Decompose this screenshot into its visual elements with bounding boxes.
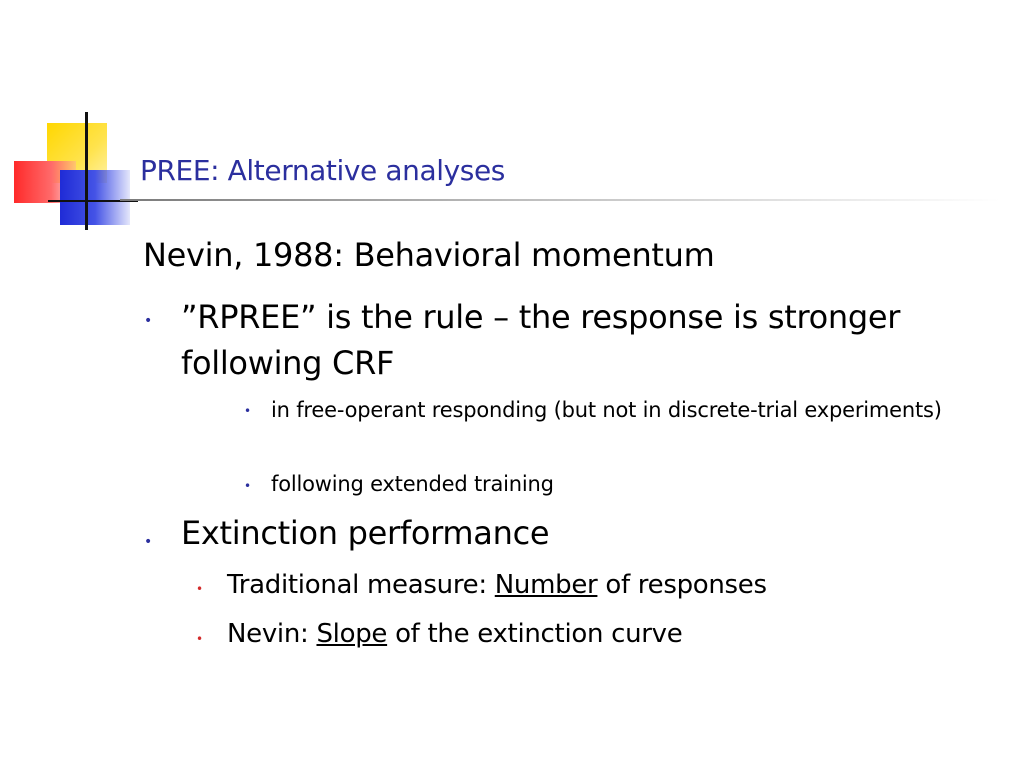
decorative-logo (0, 0, 140, 240)
slide-title: PREE: Alternative analyses (140, 154, 505, 187)
bullet-dot: • (144, 534, 153, 550)
sub-bullet-dot-red: • (196, 632, 204, 646)
bullet-2-sub-1 (227, 570, 767, 600)
title-underline-rule (120, 199, 1000, 201)
sub-bullet-dot-red: • (196, 582, 204, 596)
bullet-2-sub-2-emphasis: Slope (316, 619, 388, 649)
bullet-2-sub-1-emphasis: Number (494, 570, 598, 600)
bullet-2-sub-2-prefix: Nevin: (227, 619, 317, 649)
bullet-1-text: ”RPREE” is the rule – the response is stronger following CRF (181, 298, 901, 382)
logo-vertical-line (85, 112, 88, 230)
bullet-dot: • (144, 313, 153, 329)
logo-blue-square (60, 170, 130, 225)
sub-bullet-dot: • (244, 479, 252, 493)
bullet-2-sub-1-suffix: of responses (597, 570, 767, 600)
bullet-1-sub-2: following extended training (271, 472, 554, 496)
bullet-2-sub-1-prefix: Traditional measure: (227, 570, 495, 600)
lead-line: Nevin, 1988: Behavioral momentum (143, 236, 715, 274)
bullet-2-sub-2-suffix: of the extinction curve (387, 619, 683, 649)
bullet-2-text: Extinction performance (181, 514, 550, 552)
sub-bullet-dot: • (244, 404, 252, 418)
bullet-2-sub-2 (227, 619, 682, 649)
bullet-1-sub-1: in free-operant responding (but not in discrete-trial experiments) (271, 398, 942, 422)
